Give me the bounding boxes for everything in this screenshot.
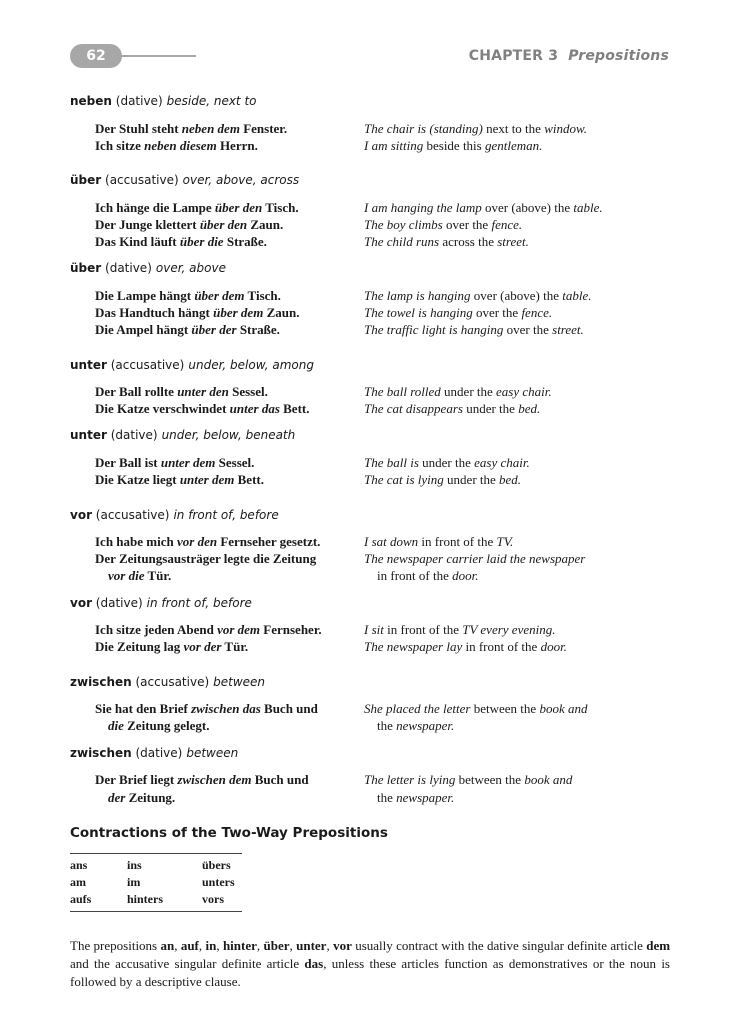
- contractions-heading: Contractions of the Two-Way Prepositions: [70, 825, 388, 841]
- preposition: über: [70, 261, 102, 275]
- german-sentence: [95, 454, 254, 471]
- italic-text: über dem: [213, 305, 264, 320]
- italic-text: bed.: [499, 472, 522, 487]
- italic-text: fence.: [521, 305, 553, 320]
- preposition: vor: [70, 508, 92, 522]
- entry-heading: [70, 428, 295, 442]
- table-cell: am: [70, 875, 86, 889]
- italic-text: table.: [562, 288, 592, 303]
- italic-text: gentleman.: [484, 138, 543, 153]
- bold-text: auf: [180, 938, 199, 953]
- text-run: Der Ball rollte: [95, 384, 178, 399]
- german-sentence: [95, 304, 299, 321]
- text-run: in front of the: [383, 622, 463, 637]
- running-header: [469, 48, 669, 64]
- italic-text: I sit: [364, 622, 384, 637]
- text-run: Der Stuhl steht: [95, 121, 182, 136]
- text-run: over (above) the: [481, 200, 574, 215]
- table-cell: vors: [202, 892, 224, 906]
- text-run: Herrn.: [216, 138, 258, 153]
- text-run: in front of the: [377, 568, 453, 583]
- gloss: in front of, before: [146, 596, 252, 610]
- english-translation: [364, 471, 521, 488]
- table-cell: hinters: [127, 892, 163, 906]
- text-run: The prepositions: [70, 938, 161, 953]
- text-run: Der Ball ist: [95, 455, 161, 470]
- italic-text: zwischen das: [191, 701, 261, 716]
- text-run: Sessel.: [228, 384, 268, 399]
- italic-text: The towel is hanging: [364, 305, 473, 320]
- text-run: over the: [503, 322, 553, 337]
- german-sentence: [95, 383, 268, 400]
- italic-text: table.: [573, 200, 603, 215]
- preposition: zwischen: [70, 675, 132, 689]
- english-translation: [364, 533, 513, 550]
- text-run: Fernseher gesetzt.: [217, 534, 321, 549]
- english-translation: [364, 383, 552, 400]
- english-translation: [364, 789, 454, 806]
- text-run: Die Katze verschwindet: [95, 401, 230, 416]
- text-run: between the: [455, 772, 525, 787]
- chapter-label: CHAPTER 3: [468, 48, 559, 64]
- italic-text: unter das: [229, 401, 280, 416]
- german-sentence: [95, 638, 248, 655]
- entry-heading: [70, 94, 257, 108]
- italic-text: street.: [552, 322, 584, 337]
- german-sentence: [95, 771, 309, 788]
- bold-text: das: [304, 956, 324, 971]
- italic-text: newspaper.: [396, 718, 455, 733]
- italic-text: I am sitting: [364, 138, 424, 153]
- italic-text: die: [108, 718, 124, 733]
- italic-text: easy chair.: [474, 455, 530, 470]
- text-run: over the: [472, 305, 522, 320]
- german-sentence: [95, 700, 318, 717]
- german-sentence: [95, 233, 267, 250]
- italic-text: der: [108, 790, 126, 805]
- text-run: under the: [462, 401, 519, 416]
- german-sentence: [95, 789, 175, 806]
- english-translation: [364, 233, 529, 250]
- text-run: ,: [216, 938, 223, 953]
- text-run: Die Zeitung lag: [95, 639, 184, 654]
- case-label: (dative): [111, 94, 163, 108]
- text-run: Tisch.: [244, 288, 281, 303]
- table-row: [70, 891, 242, 912]
- text-run: Bett.: [234, 472, 264, 487]
- case-label: (accusative): [106, 358, 185, 372]
- english-translation: [364, 400, 540, 417]
- text-run: over the: [442, 217, 492, 232]
- text-run: ,: [326, 938, 334, 953]
- case-label: (dative): [131, 746, 183, 760]
- text-run: ,: [256, 938, 264, 953]
- text-run: ,: [198, 938, 206, 953]
- english-translation: [364, 700, 587, 717]
- italic-text: The ball rolled: [364, 384, 441, 399]
- italic-text: The traffic light is hanging: [364, 322, 504, 337]
- english-translation: [364, 199, 603, 216]
- entry-heading: [70, 746, 238, 760]
- text-run: Fernseher.: [260, 622, 322, 637]
- gloss: under, below, among: [188, 358, 314, 372]
- german-sentence: [95, 120, 287, 137]
- text-run: Ich habe mich: [95, 534, 177, 549]
- gloss: under, below, beneath: [161, 428, 296, 442]
- text-run: across the: [439, 234, 498, 249]
- continuation-line: [95, 568, 171, 583]
- text-run: , unless these articles function as demonstratives or the noun is followed by a descriptive clause.: [70, 956, 670, 989]
- german-sentence: [95, 717, 209, 734]
- english-translation: [364, 621, 555, 638]
- german-sentence: [95, 199, 299, 216]
- italic-text: book and: [524, 772, 573, 787]
- italic-text: The newspaper lay: [364, 639, 463, 654]
- continuation-line: [364, 790, 454, 805]
- italic-text: vor den: [176, 534, 218, 549]
- text-run: Zaun.: [247, 217, 284, 232]
- text-run: under the: [418, 455, 475, 470]
- text-run: Ich sitze jeden Abend: [95, 622, 218, 637]
- italic-text: The chair is (standing): [364, 121, 483, 136]
- text-run: in front of the: [418, 534, 497, 549]
- german-sentence: [95, 621, 322, 638]
- italic-text: The boy climbs: [364, 217, 443, 232]
- gloss: between: [213, 675, 266, 689]
- italic-text: The lamp is hanging: [364, 288, 471, 303]
- italic-text: The child runs: [364, 234, 440, 249]
- gloss: over, above: [155, 261, 226, 275]
- continuation-line: [95, 790, 175, 805]
- text-run: Das Handtuch hängt: [95, 305, 214, 320]
- italic-text: unter den: [177, 384, 229, 399]
- preposition: zwischen: [70, 746, 132, 760]
- english-translation: [364, 287, 591, 304]
- text-run: Die Katze liegt: [95, 472, 180, 487]
- text-run: in front of the: [462, 639, 541, 654]
- english-translation: [364, 567, 478, 584]
- german-sentence: [95, 471, 264, 488]
- english-translation: [364, 137, 542, 154]
- italic-text: She placed the letter: [364, 701, 471, 716]
- italic-text: I am hanging the lamp: [364, 200, 482, 215]
- text-run: ,: [174, 938, 181, 953]
- text-run: Straße.: [223, 234, 267, 249]
- entry-heading: [70, 261, 226, 275]
- text-run: beside this: [423, 138, 485, 153]
- bold-text: unter: [296, 938, 327, 953]
- contractions-table: [70, 853, 242, 912]
- bold-text: in: [205, 938, 217, 953]
- text-run: Der Brief liegt: [95, 772, 178, 787]
- gloss: beside, next to: [166, 94, 257, 108]
- text-run: Ich sitze: [95, 138, 145, 153]
- italic-text: book and: [539, 701, 588, 716]
- italic-text: The cat disappears: [364, 401, 463, 416]
- table-row: [70, 874, 242, 891]
- italic-text: unter dem: [179, 472, 235, 487]
- english-translation: [364, 304, 552, 321]
- table-cell: ins: [127, 858, 142, 872]
- text-run: under the: [440, 384, 497, 399]
- italic-text: TV.: [496, 534, 514, 549]
- table-cell: im: [127, 875, 141, 889]
- table-cell: unters: [202, 875, 235, 889]
- italic-text: vor dem: [217, 622, 261, 637]
- preposition: unter: [70, 428, 107, 442]
- italic-text: unter dem: [160, 455, 216, 470]
- text-run: Tisch.: [262, 200, 299, 215]
- case-label: (dative): [106, 428, 158, 442]
- italic-text: über dem: [194, 288, 245, 303]
- italic-text: easy chair.: [496, 384, 552, 399]
- italic-text: über die: [179, 234, 224, 249]
- italic-text: door.: [452, 568, 479, 583]
- table-row: [70, 854, 242, 875]
- case-label: (dative): [91, 596, 143, 610]
- english-translation: [364, 216, 522, 233]
- text-run: Die Ampel hängt: [95, 322, 192, 337]
- preposition: unter: [70, 358, 107, 372]
- bold-text: an: [160, 938, 175, 953]
- gloss: in front of, before: [173, 508, 279, 522]
- case-label: (accusative): [101, 173, 179, 187]
- text-run: usually contract with the dative singular definite article: [351, 938, 647, 953]
- bold-text: dem: [646, 938, 671, 953]
- italic-text: TV every evening.: [462, 622, 556, 637]
- italic-text: über den: [214, 200, 263, 215]
- case-label: (dative): [101, 261, 152, 275]
- gloss: over, above, across: [182, 173, 300, 187]
- text-run: Straße.: [236, 322, 280, 337]
- case-label: (accusative): [131, 675, 210, 689]
- english-translation: [364, 454, 530, 471]
- english-translation: [364, 321, 584, 338]
- text-run: Der Zeitungsausträger legte die Zeitung: [95, 551, 317, 566]
- italic-text: neben dem: [181, 121, 240, 136]
- english-translation: [364, 771, 572, 788]
- text-run: Die Lampe hängt: [95, 288, 195, 303]
- english-translation: [364, 550, 585, 567]
- preposition: über: [70, 173, 102, 187]
- italic-text: door.: [540, 639, 567, 654]
- italic-text: window.: [544, 121, 587, 136]
- explanation-paragraph: [70, 937, 670, 991]
- german-sentence: [95, 321, 280, 338]
- text-run: over (above) the: [470, 288, 563, 303]
- italic-text: fence.: [491, 217, 523, 232]
- italic-text: zwischen dem: [177, 772, 252, 787]
- text-run: Tür.: [221, 639, 249, 654]
- entry-heading: [70, 596, 252, 610]
- italic-text: The ball is: [364, 455, 419, 470]
- text-run: Zeitung.: [125, 790, 176, 805]
- text-run: Fenster.: [239, 121, 288, 136]
- german-sentence: [95, 216, 283, 233]
- text-run: Sessel.: [215, 455, 255, 470]
- text-run: Tür.: [144, 568, 172, 583]
- german-sentence: [95, 533, 320, 550]
- text-run: next to the: [482, 121, 545, 136]
- bold-text: über: [263, 938, 290, 953]
- italic-text: street.: [497, 234, 529, 249]
- text-run: Der Junge klettert: [95, 217, 200, 232]
- text-run: between the: [470, 701, 540, 716]
- english-translation: [364, 717, 454, 734]
- italic-text: bed.: [518, 401, 541, 416]
- header-rule: [118, 55, 196, 57]
- entry-heading: [70, 675, 265, 689]
- continuation-line: [364, 718, 454, 733]
- text-run: Bett.: [279, 401, 310, 416]
- text-run: Das Kind läuft: [95, 234, 180, 249]
- german-sentence: [95, 567, 171, 584]
- table-cell: übers: [202, 858, 231, 872]
- italic-text: The letter is lying: [364, 772, 456, 787]
- text-run: the: [377, 718, 397, 733]
- italic-text: newspaper.: [396, 790, 455, 805]
- text-run: Sie hat den Brief: [95, 701, 192, 716]
- continuation-line: [364, 568, 478, 583]
- case-label: (accusative): [91, 508, 170, 522]
- chapter-title: Prepositions: [568, 48, 669, 64]
- text-run: Ich hänge die Lampe: [95, 200, 215, 215]
- preposition: vor: [70, 596, 92, 610]
- german-sentence: [95, 400, 310, 417]
- preposition: neben: [70, 94, 112, 108]
- text-run: the: [377, 790, 397, 805]
- german-sentence: [95, 137, 258, 154]
- text-run: Zaun.: [263, 305, 300, 320]
- italic-text: neben diesem: [144, 138, 217, 153]
- english-translation: [364, 120, 587, 137]
- entry-heading: [70, 173, 299, 187]
- table-cell: ans: [70, 858, 88, 872]
- continuation-line: [95, 718, 209, 733]
- english-translation: [364, 638, 567, 655]
- text-run: Zeitung gelegt.: [123, 718, 210, 733]
- text-run: Buch und: [260, 701, 318, 716]
- entry-heading: [70, 508, 279, 522]
- bold-text: vor: [333, 938, 352, 953]
- bold-text: hinter: [222, 938, 257, 953]
- italic-text: über den: [199, 217, 248, 232]
- text-run: and the accusative singular definite article: [70, 956, 305, 971]
- italic-text: The cat is lying: [364, 472, 444, 487]
- text-run: under the: [443, 472, 500, 487]
- text-run: ,: [289, 938, 297, 953]
- entry-heading: [70, 358, 314, 372]
- italic-text: über der: [191, 322, 237, 337]
- italic-text: vor die: [108, 568, 145, 583]
- text-run: Buch und: [251, 772, 309, 787]
- german-sentence: [95, 287, 281, 304]
- italic-text: I sat down: [364, 534, 419, 549]
- page-number: 62: [70, 44, 122, 68]
- german-sentence: [95, 550, 316, 567]
- italic-text: vor der: [183, 639, 222, 654]
- table-cell: aufs: [70, 892, 92, 906]
- italic-text: The newspaper carrier laid the newspaper: [364, 551, 586, 566]
- gloss: between: [186, 746, 239, 760]
